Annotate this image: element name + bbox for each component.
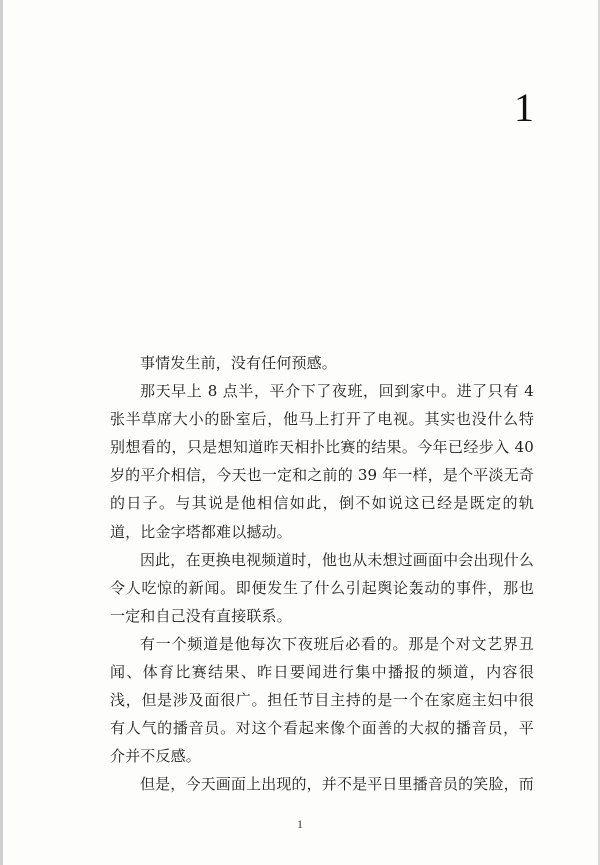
paragraph: 那天早上 8 点半，平介下了夜班，回到家中。进了只有 4 张半草席大小的卧室后，他马上打开了电视。其实也没什么特别想看的，只是想知道昨天相扑比赛的结果。今年已经步入 40 岁的平介相信，今天也一定和之前的 39 年一样，是个平淡无奇的日子。与其说是他相信如此，倒不如说这已经是既定的轨道，比金字塔都难以撼动。	[110, 382, 534, 541]
scan-edge-left	[0, 0, 3, 865]
chapter-number: 1	[514, 85, 534, 130]
body-text	[110, 349, 534, 799]
paragraph: 但是，今天画面上出现的，并不是平日里播音员的笑脸，而	[140, 775, 534, 794]
paragraph: 因此，在更换电视频道时，他也从未想过画面中会出现什么令人吃惊的新闻。即便发生了什么引起舆论轰动的事件，那也一定和自己没有直接联系。	[110, 550, 534, 625]
paragraph: 事情发生前，没有任何预感。	[140, 354, 337, 372]
paragraph: 有一个频道是他每次下夜班后必看的。那是个对文艺界丑闻、体育比赛结果、昨日要闻进行集中播报的频道，内容很浅，但是涉及面很广。担任节目主持的是一个在家庭主妇中很有人气的播音员。对这个看起来像个面善的大叔的播音员，平介并不反感。	[110, 634, 534, 766]
page-number: 1	[297, 817, 303, 831]
